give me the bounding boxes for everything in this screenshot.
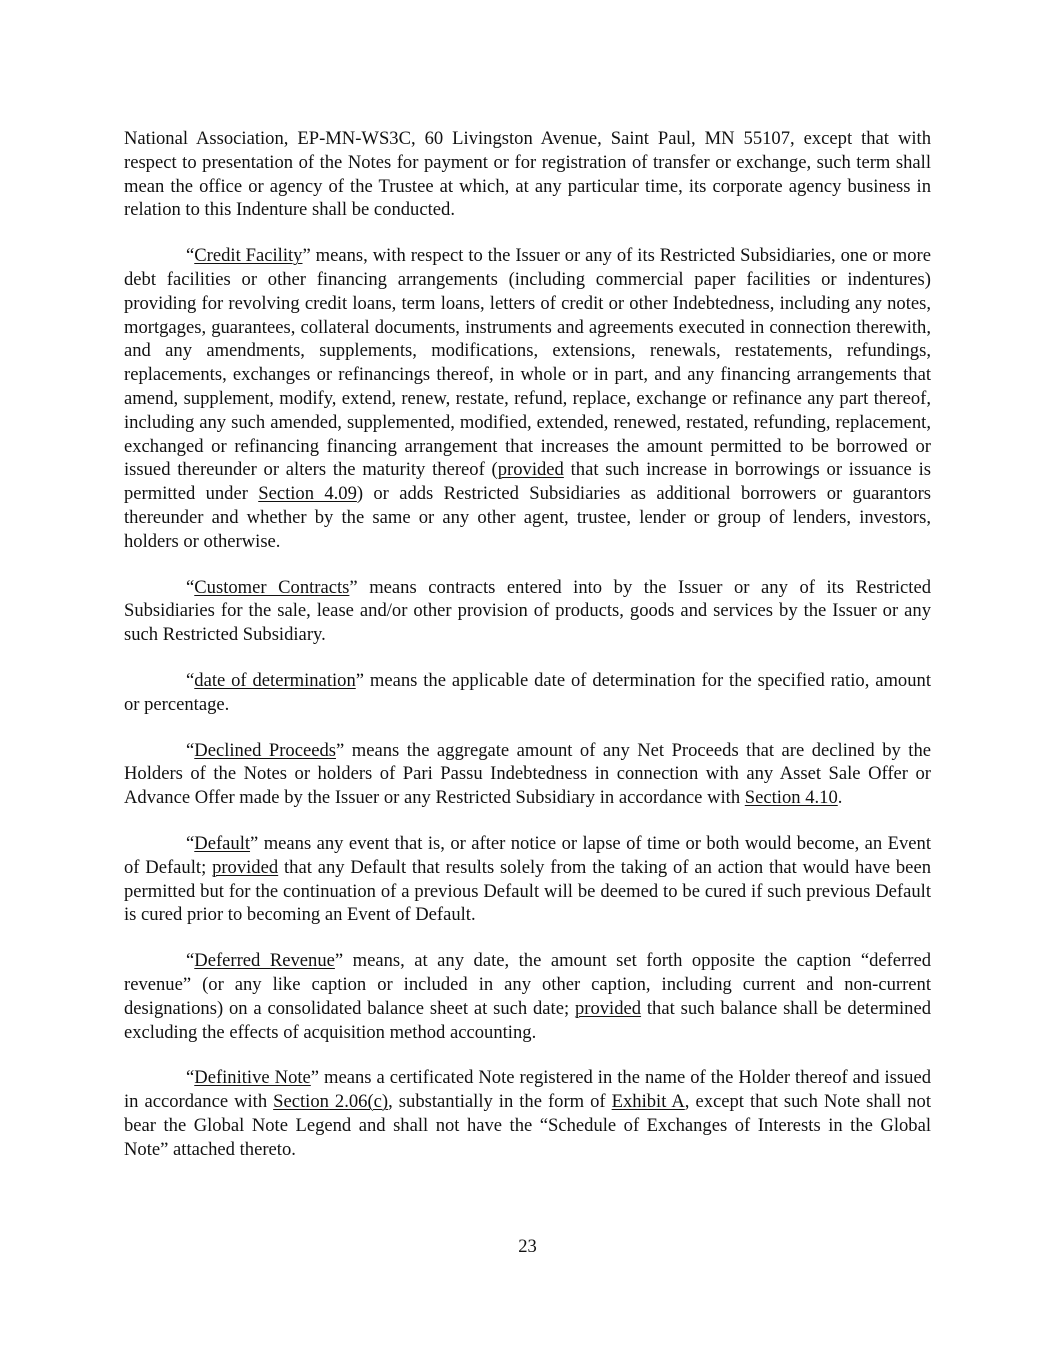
- paragraph-text: ” means contracts entered into by the Issuer or any of its Restricted Subsidiaries for the sale, lease and/or other provision of products, goods and services by the Issuer or any such Restricted Subsidiary.: [124, 576, 931, 646]
- paragraph-text: “: [186, 576, 195, 598]
- page-number: 23: [518, 1236, 537, 1257]
- underlined-term: Credit Facility: [194, 245, 303, 267]
- document-page: [124, 127, 931, 1183]
- underlined-term: Exhibit A: [611, 1091, 685, 1113]
- underlined-term: Section 4.09: [258, 483, 357, 505]
- paragraph-text: “: [186, 950, 195, 972]
- underlined-term: Section 2.06(c): [273, 1091, 389, 1113]
- underlined-term: date of determination: [194, 669, 356, 691]
- underlined-term: Deferred Revenue: [194, 950, 335, 972]
- paragraph-text: , substantially in the form of: [388, 1091, 612, 1113]
- paragraph-text: that any Default that results solely from the taking of an action that would have been permitted but for the continuation of a previous Default will be deemed to be cured if such previous Default is cured prior to becoming an Event of Default.: [124, 856, 931, 926]
- definition-credit-facility: [124, 244, 931, 553]
- paragraph-text: “: [186, 1067, 195, 1089]
- definition-default: [124, 832, 931, 927]
- underlined-term: provided: [212, 856, 279, 878]
- paragraph-text: “: [186, 739, 195, 761]
- underlined-term: Customer Contracts: [194, 576, 350, 598]
- paragraph-text: “: [186, 245, 195, 267]
- definition-declined-proceeds: [124, 739, 931, 810]
- paragraph-text: ) or adds Restricted Subsidiaries as additional borrowers or guarantors thereunder and whether by the same or any other agent, trustee, lender or group of lenders, investors, holders or otherwise.: [124, 483, 931, 552]
- paragraph-text: ” means a certificated Note registered in the name of the Holder thereof and issued in accordance with: [124, 1067, 931, 1113]
- paragraph-text: that such balance shall be determined excluding the effects of acquisition method accounting.: [124, 997, 932, 1043]
- paragraph-text: National Association, EP-MN-WS3C, 60 Livingston Avenue, Saint Paul, MN 55107, except that with respect to presentation of the Notes for payment or for registration of transfer or exchange, such term shall mean the office or agency of the Trustee at which, at any particular time, its corporate agency business in relation to this Indenture shall be conducted.: [124, 128, 931, 221]
- paragraph-text: ” means, with respect to the Issuer or any of its Restricted Subsidiaries, one or more debt facilities or other financing arrangements (including commercial paper facilities or indentures) providing for revolving credit loans, term loans, letters of credit or other Indebtedness, including any notes, mortgages, guarantees, collateral documents, instruments and agreements executed in connection therewith, and any amendments, supplements, modifications, extensions, renewals, restatements, refundings, replacements, exchanges or refinancings thereof, in whole or in part, and any financing arrangements that amend, supplement, modify, extend, renew, restate, refund, replace, exchange or refinance any part thereof, including any such amended, supplemented, modified, extended, renewed, restated, refunding, replacement, exchanged or refinancing financing arrangement that increases the amount permitted to be borrowed or issued thereunder or alters the maturity thereof (: [124, 245, 931, 481]
- underlined-term: Default: [194, 832, 251, 854]
- paragraph-continuation: [124, 127, 931, 222]
- paragraph-text: , except that such Note shall not bear the Global Note Legend and shall not have the “Schedule of Exchanges of Interests in the Global Note” attached thereto.: [124, 1091, 931, 1160]
- paragraph-text: .: [837, 787, 843, 809]
- definition-definitive-note: [124, 1066, 931, 1161]
- paragraph-text: “: [186, 669, 195, 691]
- underlined-term: Declined Proceeds: [194, 739, 336, 761]
- underlined-term: provided: [497, 459, 564, 481]
- underlined-term: Definitive Note: [194, 1067, 311, 1089]
- paragraph-text: ” means the aggregate amount of any Net Proceeds that are declined by the Holders of the Notes or holders of Pari Passu Indebtedness in connection with any Asset Sale Offer or Advance Offer made by the Issuer or any Restricted Subsidiary in accordance with: [124, 739, 931, 809]
- paragraph-text: ” means, at any date, the amount set forth opposite the caption “deferred revenue” (or any like caption or included in any other caption, including current and non-current designations) on a consolidated balance sheet at such date;: [124, 950, 931, 1019]
- definition-deferred-revenue: [124, 949, 931, 1044]
- paragraph-text: ” means the applicable date of determination for the specified ratio, amount or percentage.: [124, 669, 931, 715]
- underlined-term: Section 4.10: [744, 787, 838, 809]
- definition-date-of-determination: [124, 669, 931, 717]
- paragraph-text: that such increase in borrowings or issuance is permitted under: [124, 459, 931, 505]
- definition-customer-contracts: [124, 576, 931, 647]
- paragraph-text: “: [186, 832, 195, 854]
- underlined-term: provided: [574, 997, 642, 1019]
- paragraph-text: ” means any event that is, or after notice or lapse of time or both would become, an Event of Default;: [124, 832, 931, 878]
